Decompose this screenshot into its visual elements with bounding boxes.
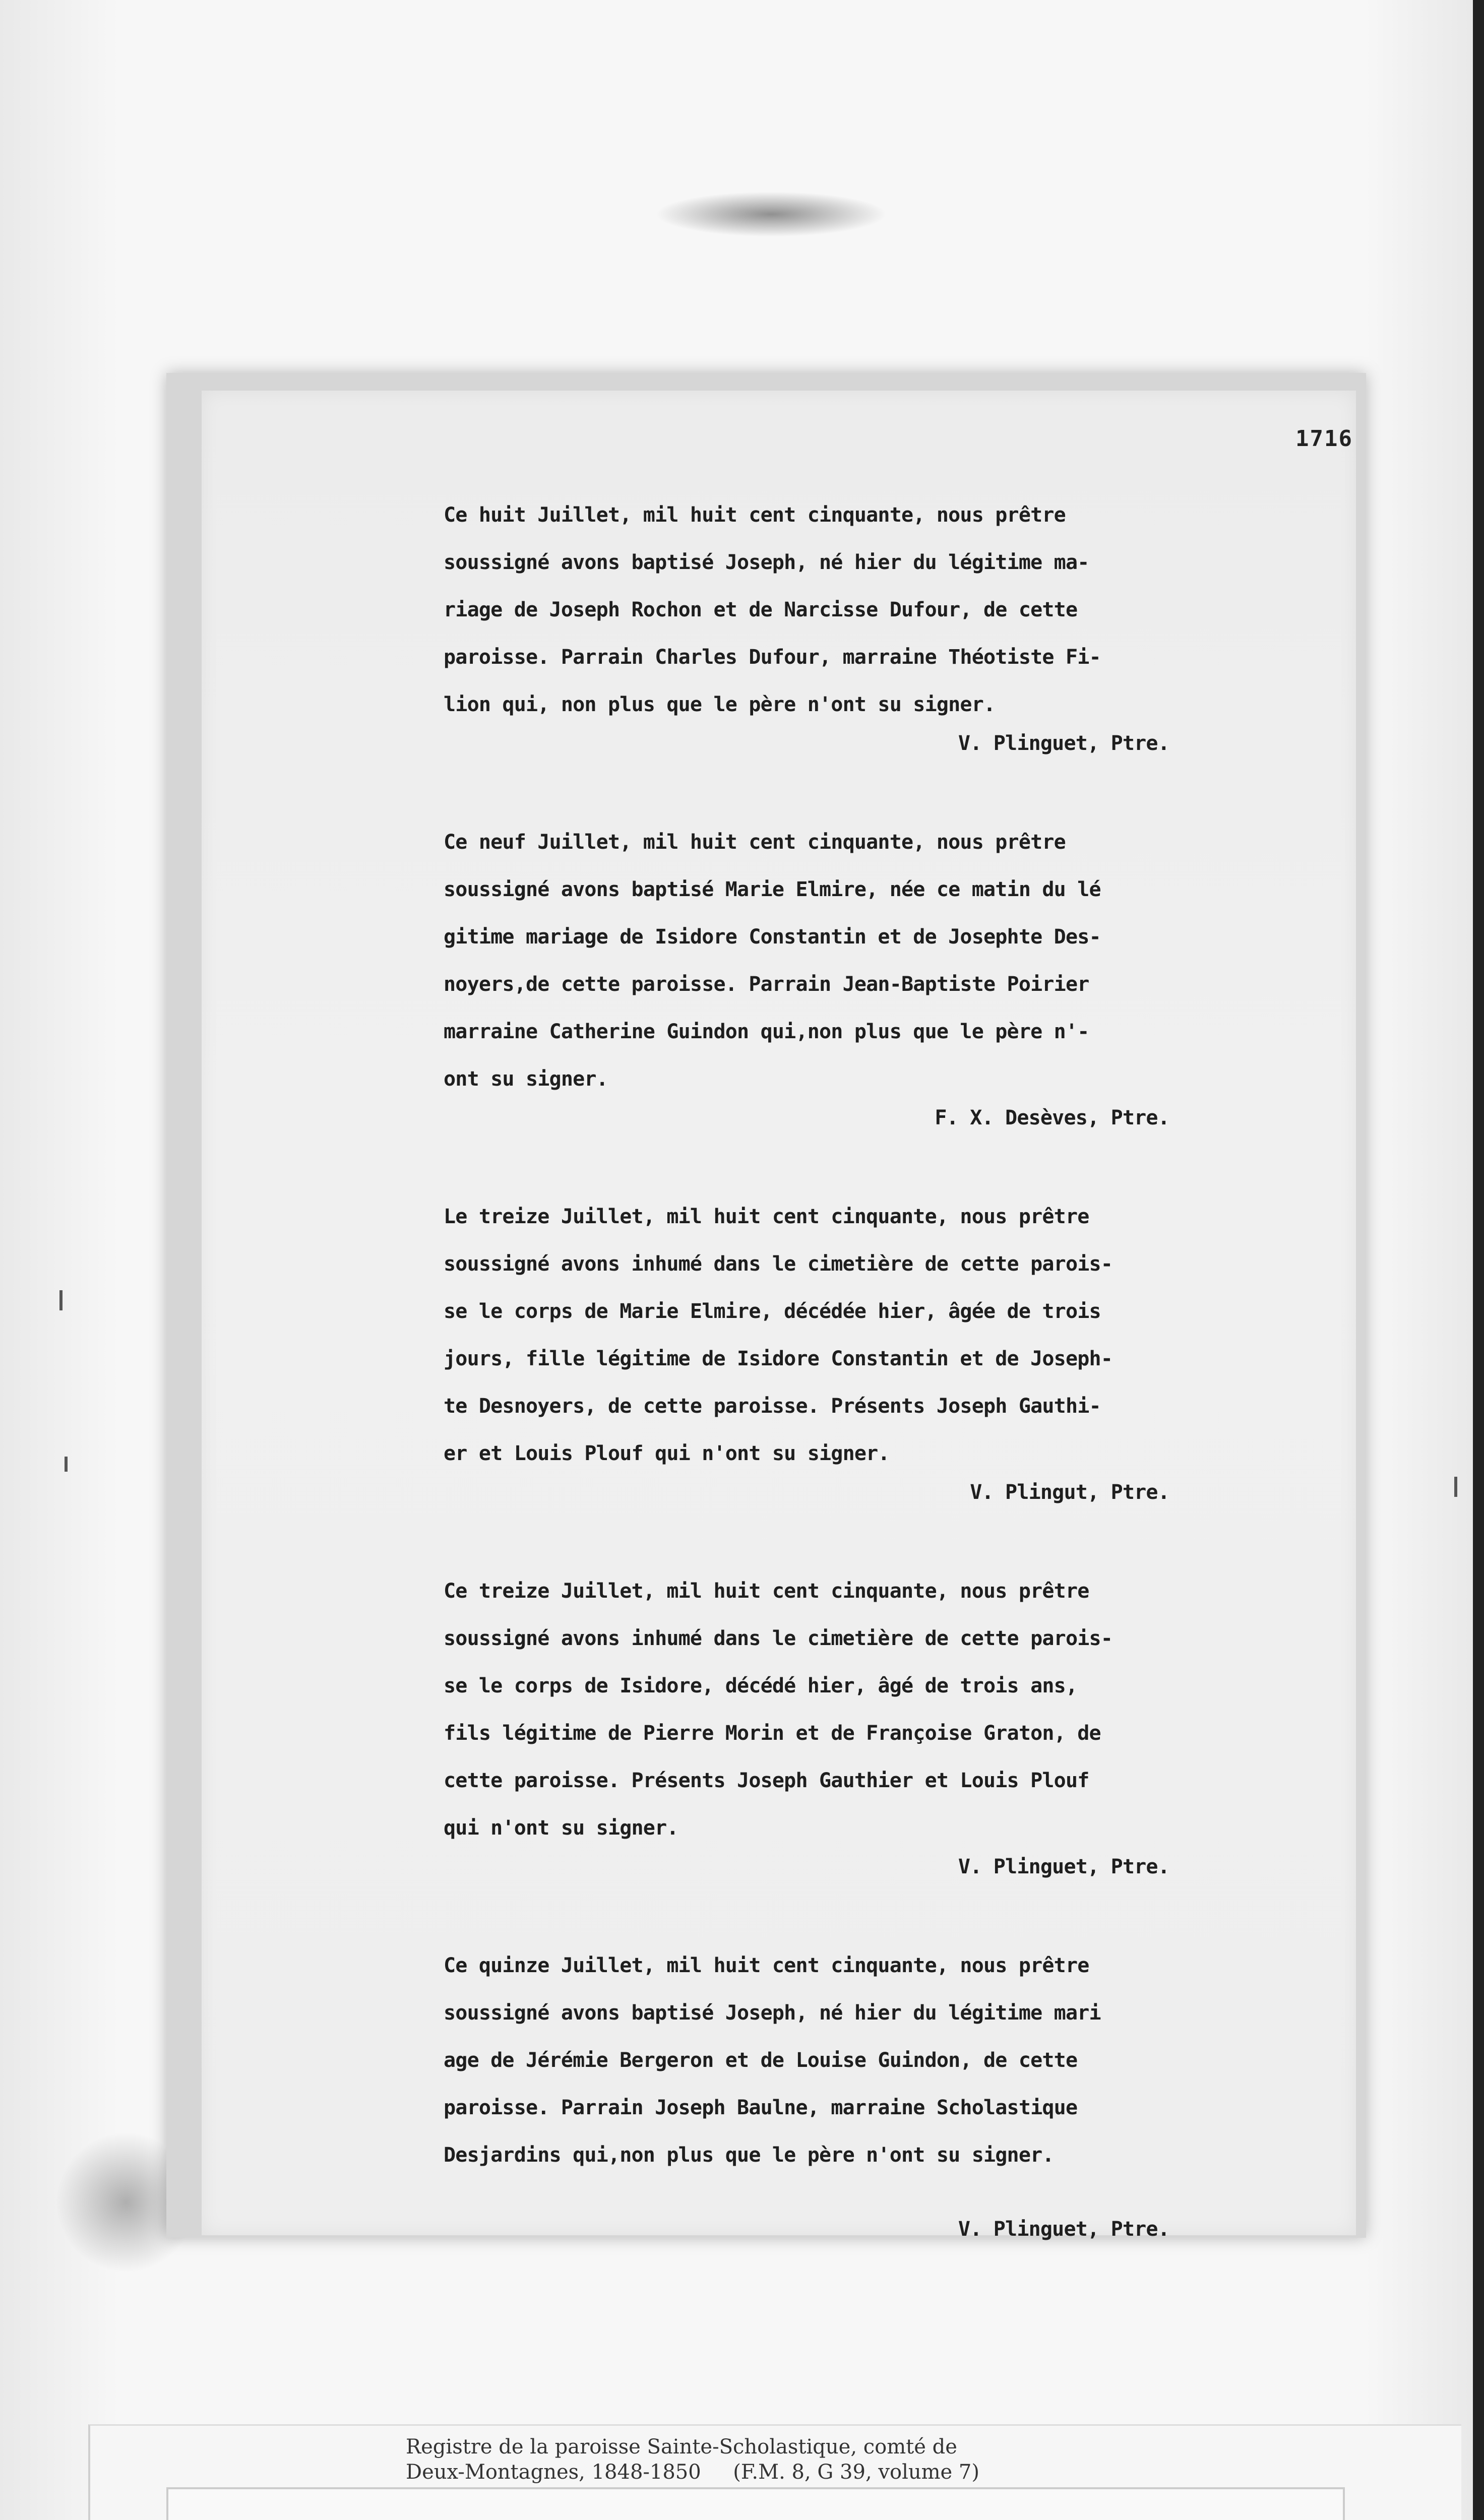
entry-line: soussigné avons baptisé Joseph, né hier du légitime ma-	[444, 551, 1089, 574]
entry-line: se le corps de Isidore, décédé hier, âgé de trois ans,	[444, 1674, 1078, 1697]
entry-signature: V. Plinguet, Ptre.	[958, 732, 1169, 755]
entry-signature: V. Plingut, Ptre.	[970, 1481, 1169, 1504]
register-entry	[444, 1567, 1270, 1882]
entry-line: paroisse. Parrain Joseph Baulne, marraine Scholastique	[444, 2096, 1078, 2119]
entry-signature: V. Plinguet, Ptre.	[958, 2218, 1169, 2241]
entry-line: te Desnoyers, de cette paroisse. Présents Joseph Gauthi-	[444, 1395, 1101, 1418]
entry-signature: V. Plinguet, Ptre.	[958, 1855, 1169, 1878]
entry-line: Le treize Juillet, mil huit cent cinquante, nous prêtre	[444, 1205, 1089, 1228]
entry-line: cette paroisse. Présents Joseph Gauthier et Louis Plouf	[444, 1769, 1089, 1792]
entry-line: Ce quinze Juillet, mil huit cent cinquante, nous prêtre	[444, 1954, 1089, 1977]
entry-line: noyers,de cette paroisse. Parrain Jean-Baptiste Poirier	[444, 973, 1089, 996]
entry-line: lion qui, non plus que le père n'ont su signer.	[444, 693, 996, 716]
entry-line: marraine Catherine Guindon qui,non plus que le père n'-	[444, 1020, 1089, 1043]
caption-line: Registre de la paroisse Sainte-Scholastique, comté de	[406, 2435, 957, 2459]
entry-line: er et Louis Plouf qui n'ont su signer.	[444, 1442, 890, 1465]
entry-line: se le corps de Marie Elmire, décédée hier, âgée de trois	[444, 1300, 1101, 1323]
register-entry	[444, 1193, 1270, 1507]
register-entry	[444, 818, 1270, 1133]
entry-line: soussigné avons inhumé dans le cimetière de cette parois-	[444, 1627, 1113, 1650]
entry-line: gitime mariage de Isidore Constantin et de Josephte Des-	[444, 925, 1101, 949]
entry-line: soussigné avons baptisé Joseph, né hier du légitime mari	[444, 2001, 1101, 2025]
page-number: 1716	[1295, 426, 1353, 452]
register-entry	[444, 491, 1270, 759]
entry-line: fils légitime de Pierre Morin et de Françoise Graton, de	[444, 1722, 1101, 1745]
entry-line: paroisse. Parrain Charles Dufour, marraine Théotiste Fi-	[444, 646, 1101, 669]
register-entry	[444, 1942, 1270, 2244]
entry-line: qui n'ont su signer.	[444, 1816, 678, 1840]
film-mark	[59, 1290, 63, 1310]
film-smudge	[655, 192, 887, 237]
entry-line: soussigné avons baptisé Marie Elmire, née ce matin du lé	[444, 878, 1101, 901]
entry-line: Desjardins qui,non plus que le père n'ont su signer.	[444, 2144, 1054, 2167]
film-edge-right	[1473, 0, 1484, 2520]
archive-caption	[406, 2434, 1162, 2485]
entry-line: Ce neuf Juillet, mil huit cent cinquante, nous prêtre	[444, 831, 1066, 854]
entry-line: Ce huit Juillet, mil huit cent cinquante, nous prêtre	[444, 503, 1066, 527]
caption-line: Deux-Montagnes, 1848-1850 (F.M. 8, G 39, volume 7)	[406, 2461, 979, 2484]
entry-line: age de Jérémie Bergeron et de Louise Guindon, de cette	[444, 2049, 1078, 2072]
entry-line: Ce treize Juillet, mil huit cent cinquante, nous prêtre	[444, 1580, 1089, 1603]
register-entries	[444, 491, 1270, 2304]
entry-signature: F. X. Desèves, Ptre.	[935, 1106, 1169, 1129]
entry-line: riage de Joseph Rochon et de Narcisse Dufour, de cette	[444, 598, 1078, 621]
film-mark	[65, 1457, 68, 1472]
entry-line: soussigné avons inhumé dans le cimetière de cette parois-	[444, 1252, 1113, 1276]
entry-line: jours, fille légitime de Isidore Constantin et de Joseph-	[444, 1347, 1113, 1370]
film-mark	[1454, 1477, 1457, 1497]
entry-line: ont su signer.	[444, 1067, 608, 1091]
archive-stamp-box	[166, 2487, 1345, 2520]
